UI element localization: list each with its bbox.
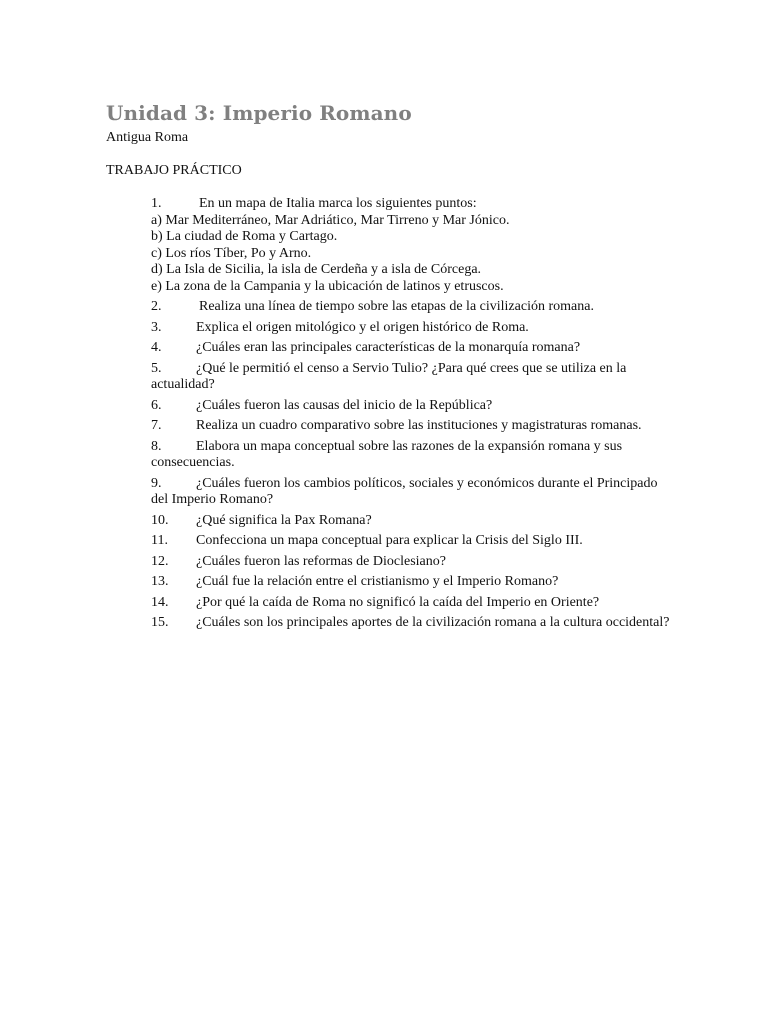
item-text: ¿Cuáles son los principales aportes de la civilización romana a la cultura occidental? — [196, 615, 670, 630]
list-item — [151, 554, 671, 571]
item-number: 4. — [151, 340, 162, 355]
list-item — [151, 398, 671, 415]
document-subtitle: Antigua Roma — [106, 130, 189, 145]
list-item — [151, 574, 671, 591]
list-item — [151, 513, 671, 530]
list-item — [151, 418, 671, 435]
item-text: Confecciona un mapa conceptual para explicar la Crisis del Siglo III. — [196, 533, 583, 548]
question-list — [151, 196, 671, 632]
list-item — [151, 533, 671, 550]
item-text: ¿Cuáles eran las principales características de la monarquía romana? — [196, 340, 581, 355]
item-number: 12. — [151, 553, 169, 569]
sub-item: e) La zona de la Campania y la ubicación de latinos y etruscos. — [151, 278, 504, 294]
list-item — [151, 299, 671, 316]
item-number: 7. — [151, 418, 162, 433]
sub-item: b) La ciudad de Roma y Cartago. — [151, 229, 338, 244]
item-number: 15. — [151, 615, 169, 630]
list-item — [151, 320, 671, 337]
item-number: 3. — [151, 319, 162, 335]
item-number: 5. — [151, 360, 162, 376]
item-text: ¿Cuáles fueron las reformas de Dioclesiano? — [196, 553, 446, 569]
item-text: Elabora un mapa conceptual sobre las razones de la expansión romana y sus consecuencias. — [151, 438, 623, 470]
item-text: ¿Qué le permitió el censo a Servio Tulio? ¿Para qué crees que se utiliza en la actualidad? — [151, 360, 627, 392]
item-text: En un mapa de Italia marca los siguientes puntos: — [199, 196, 477, 211]
sub-item: c) Los ríos Tíber, Po y Arno. — [151, 245, 312, 261]
item-text: Realiza un cuadro comparativo sobre las instituciones y magistraturas romanas. — [196, 418, 642, 433]
item-number: 6. — [151, 397, 162, 413]
item-text: ¿Cuál fue la relación entre el cristianismo y el Imperio Romano? — [196, 574, 559, 589]
item-text: ¿Cuáles fueron los cambios políticos, sociales y económicos durante el Principado del Imperio Romano? — [151, 475, 658, 507]
item-number: 8. — [151, 438, 162, 454]
item-text: ¿Qué significa la Pax Romana? — [196, 512, 372, 528]
item-text: Realiza una línea de tiempo sobre las etapas de la civilización romana. — [199, 299, 594, 314]
section-heading: TRABAJO PRÁCTICO — [106, 163, 242, 178]
list-item — [151, 595, 671, 612]
item-number: 10. — [151, 512, 169, 528]
item-number: 1. — [151, 196, 162, 211]
sub-item: d) La Isla de Sicilia, la isla de Cerdeña y a isla de Córcega. — [151, 262, 482, 277]
list-item — [151, 196, 671, 213]
document-title: Unidad 3: Imperio Romano — [106, 101, 412, 125]
item-number: 2. — [151, 299, 162, 314]
list-item — [151, 439, 671, 472]
item-number: 11. — [151, 533, 168, 548]
list-item — [151, 340, 671, 357]
item-number: 9. — [151, 475, 162, 491]
list-item — [151, 476, 671, 509]
sub-item: a) Mar Mediterráneo, Mar Adriático, Mar Tirreno y Mar Jónico. — [151, 212, 510, 228]
item-text: ¿Por qué la caída de Roma no significó la caída del Imperio en Oriente? — [196, 594, 600, 610]
item-number: 13. — [151, 574, 169, 589]
list-item — [151, 615, 671, 632]
list-item — [151, 361, 671, 394]
item-text: Explica el origen mitológico y el origen histórico de Roma. — [196, 319, 529, 335]
item-text: ¿Cuáles fueron las causas del inicio de la República? — [196, 397, 493, 413]
item-number: 14. — [151, 594, 169, 610]
